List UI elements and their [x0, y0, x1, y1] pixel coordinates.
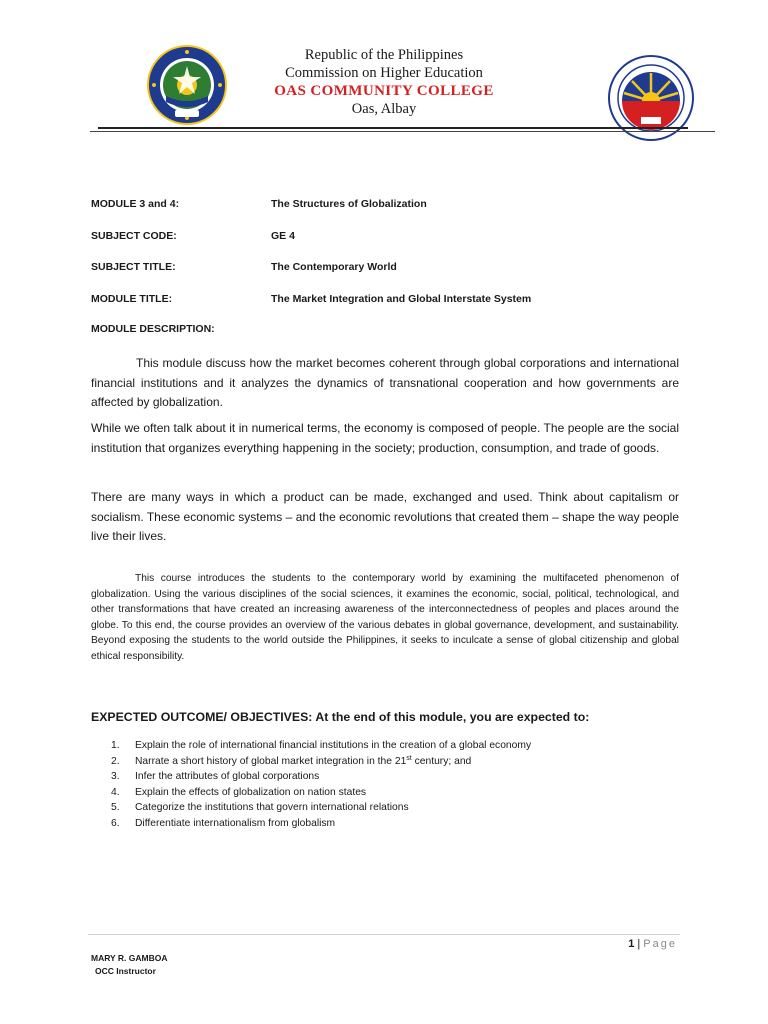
list-item: 6. Differentiate internationalism from globalism — [111, 817, 336, 829]
page-number — [628, 938, 677, 950]
list-item: 2. Narrate a short history of global market integration in the 21st century; and — [111, 754, 472, 767]
header-college-name: OAS COMMUNITY COLLEGE — [274, 83, 494, 99]
module-title-value: The Market Integration and Global Interstate System — [271, 293, 532, 305]
subject-code-value: GE 4 — [271, 230, 295, 242]
page-number-value: 1 — [628, 938, 635, 950]
page-word: Page — [643, 938, 677, 950]
paragraph-economic-systems: There are many ways in which a product can be made, exchanged and used. Think about capitalism or socialism. These economic systems – and the economic revolutions that created them – shape the way people live their lives. — [91, 490, 679, 543]
paragraph-economy-people: While we often talk about it in numerical terms, the economy is composed of people. The people are the social institution that organizes everything happening in the society; production, consumption, and trade of goods. — [91, 421, 679, 455]
page-separator: | — [637, 938, 641, 950]
subject-title-label: SUBJECT TITLE: — [91, 261, 176, 273]
subject-title-value: The Contemporary World — [271, 261, 397, 273]
header-commission: Commission on Higher Education — [285, 65, 483, 81]
list-item: 4. Explain the effects of globalization on nation states — [111, 786, 367, 798]
module-value: The Structures of Globalization — [271, 198, 427, 210]
letterhead — [0, 46, 768, 118]
list-item: 1. Explain the role of international financial institutions in the creation of a global economy — [111, 740, 532, 751]
header-rule-bottom — [90, 131, 715, 132]
header-rule-top — [98, 127, 688, 129]
module-title-label: MODULE TITLE: — [91, 293, 173, 305]
subject-code-label: SUBJECT CODE: — [91, 230, 177, 242]
objectives-list — [111, 738, 671, 832]
header-location: Oas, Albay — [351, 101, 417, 117]
paragraph-course-description: This course introduces the students to the contemporary world by examining the multifaceted phenomenon of globalization. Using the various disciplines of the social sciences, it examines the economic, social, political, technological, and other transformations that have created an increasing awareness of the interconnectedness of peoples and places around the globe. To this end, the course provides an overview of the various debates in global governance, development, and sustainability. Beyond exposing the students to the world outside the Philippines, it seeks to inculcate a sense of global citizenship and global ethical responsibility. — [91, 573, 679, 662]
header-republic: Republic of the Philippines — [304, 47, 464, 63]
ordinal-suffix: st — [406, 754, 412, 762]
module-description-label: MODULE DESCRIPTION: — [91, 323, 215, 335]
module-label: MODULE 3 and 4: — [91, 198, 180, 210]
list-item: 5. Categorize the institutions that govern international relations — [111, 802, 409, 814]
footer-rule — [88, 934, 680, 935]
paragraph-module-overview: This module discuss how the market becomes coherent through global corporations and international financial institutions and it analyzes the dynamics of transnational cooperation and how governments are affected by globalization. — [91, 356, 679, 409]
footer-author: MARY R. GAMBOA — [91, 953, 168, 963]
list-item: 3. Infer the attributes of global corporations — [111, 771, 320, 783]
footer-role: OCC Instructor — [95, 966, 156, 976]
expected-outcome-heading: EXPECTED OUTCOME/ OBJECTIVES: At the end of this module, you are expected to: — [91, 710, 590, 724]
